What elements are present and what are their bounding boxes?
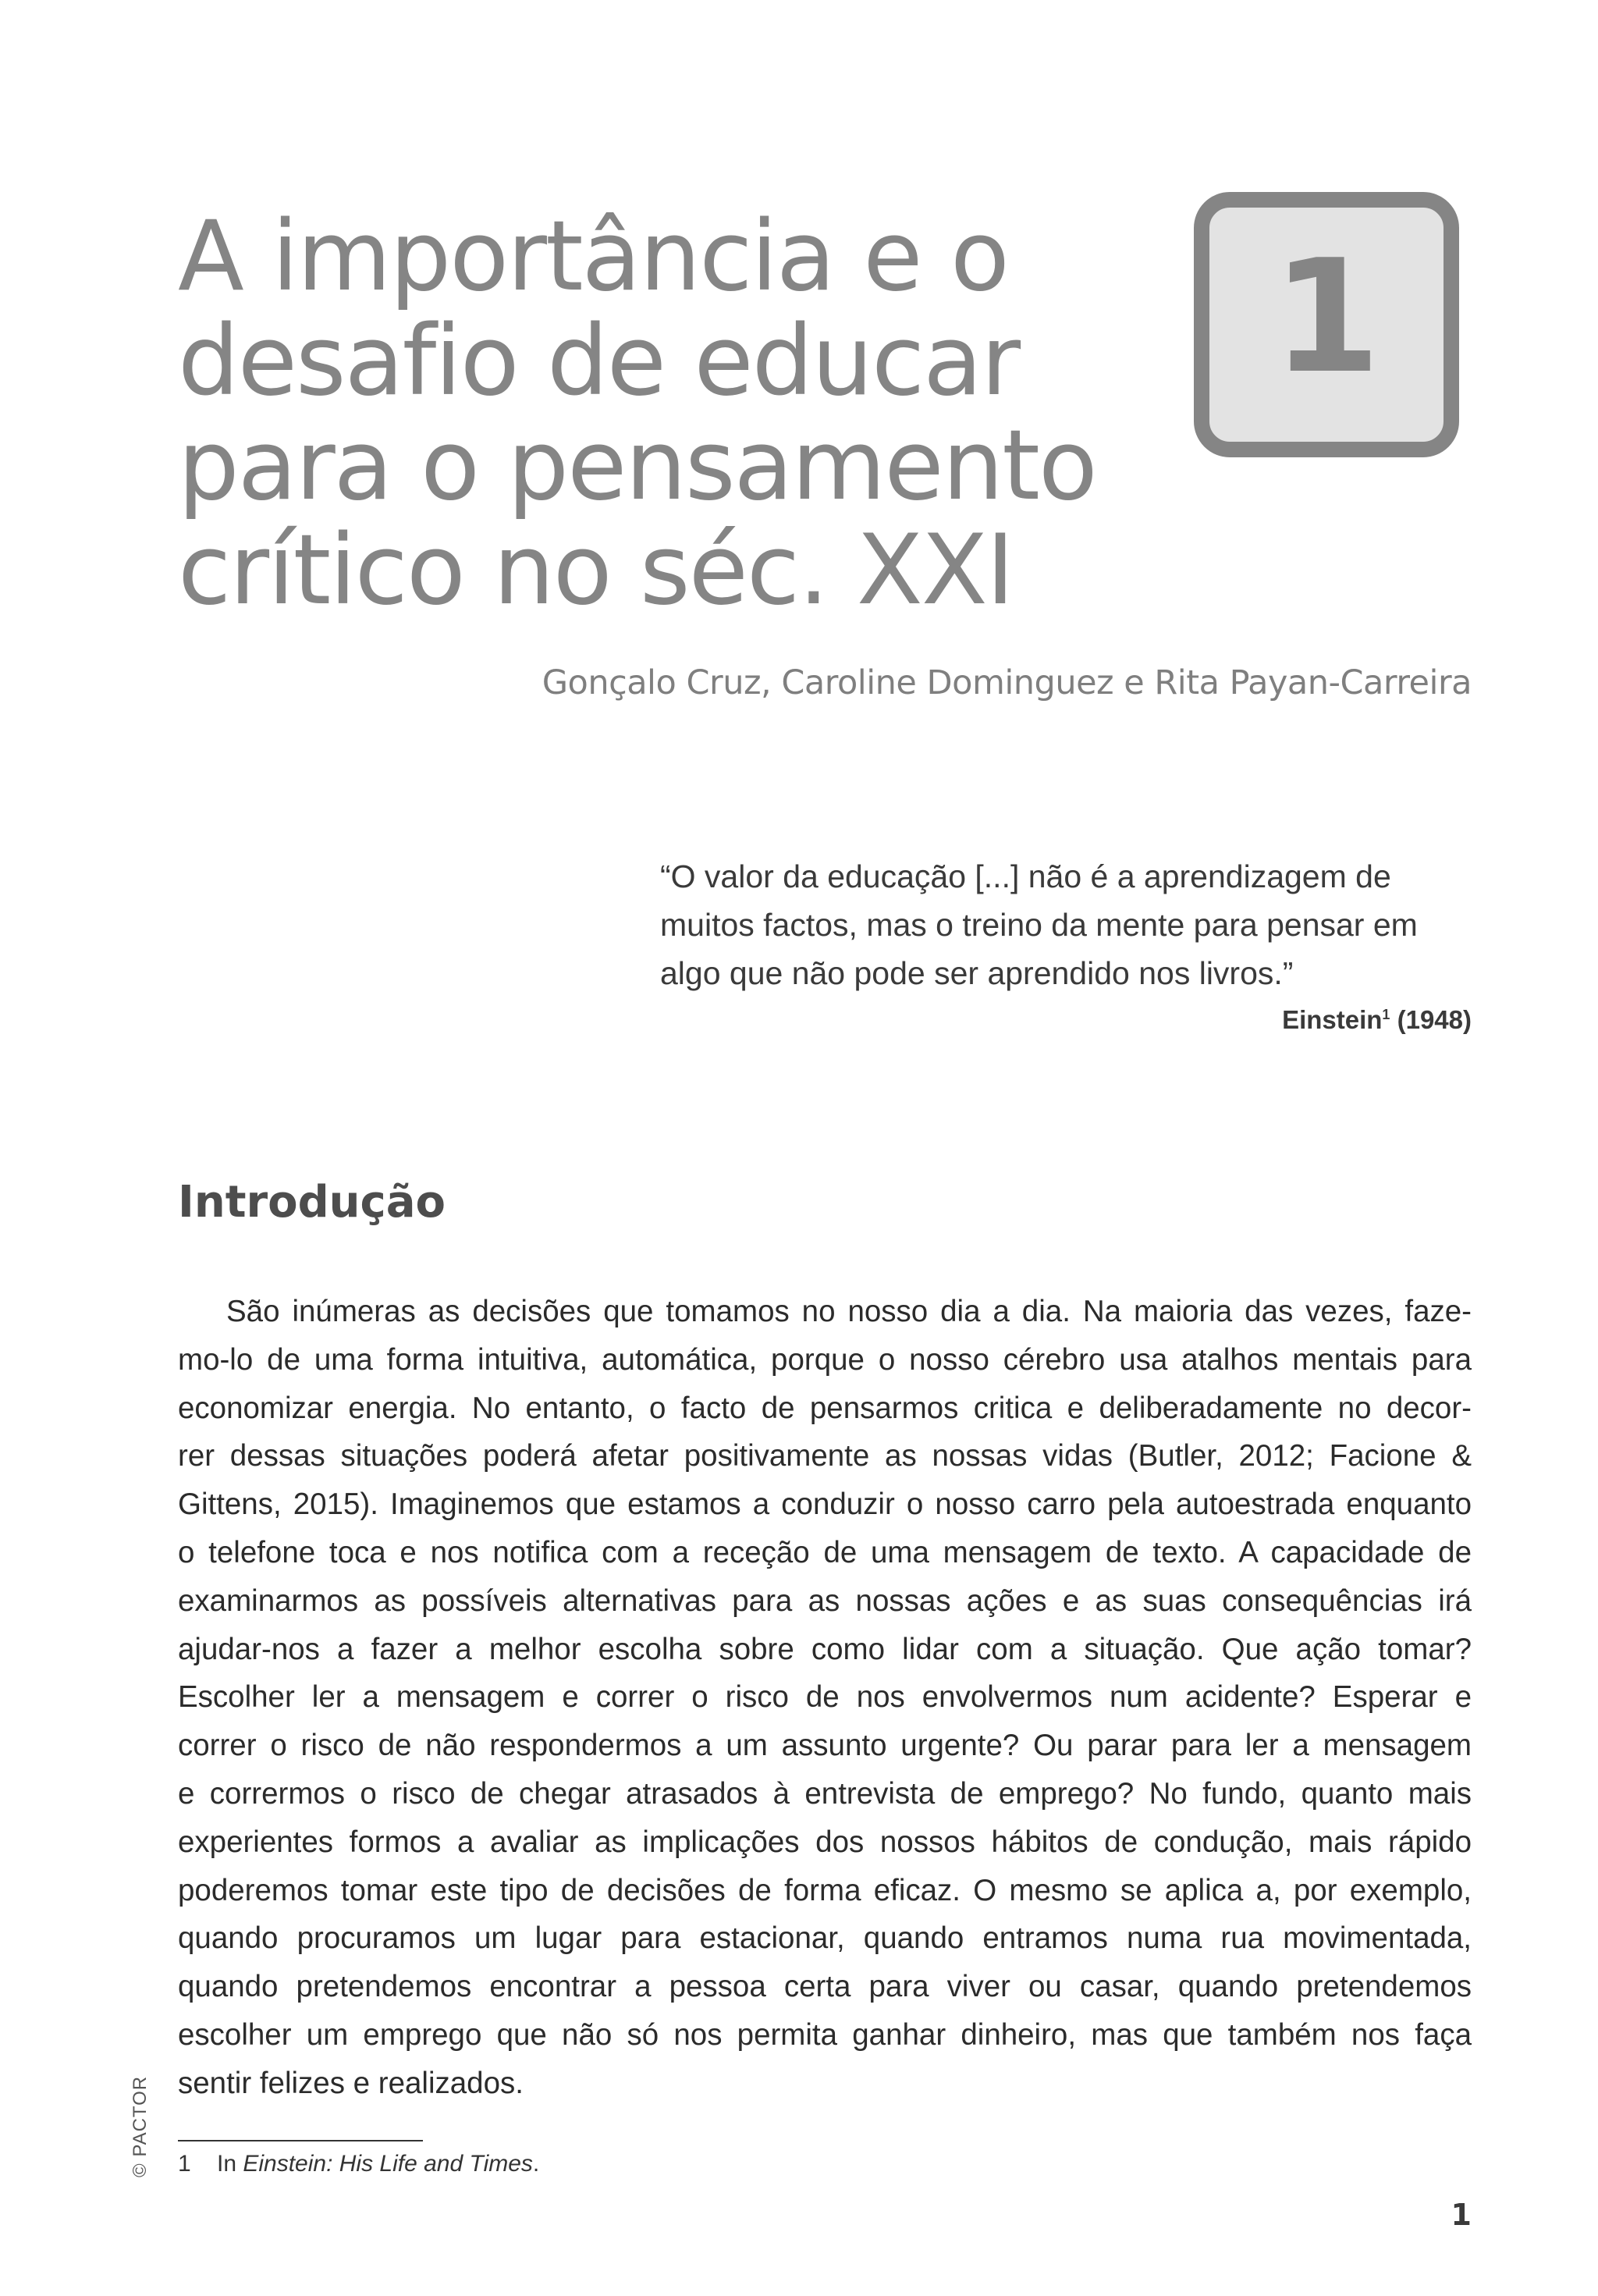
footnote-number: 1 (178, 2151, 191, 2177)
chapter-number: 1 (1272, 226, 1381, 408)
paragraph-line: São inúmeras as decisões que tomamos no nosso dia a dia. Na maioria das vezes, faze- (226, 1295, 1472, 1328)
footnote-prefix: In (217, 2151, 243, 2177)
paragraph-line: Gittens, 2015). Imaginemos que estamos a conduzir o nosso carro pela autoestrada enquanto (178, 1487, 1472, 1522)
chapter-title-line: A importância e o (178, 201, 1008, 313)
epigraph-line: algo que não pode ser aprendido nos livros.” (660, 955, 1294, 991)
paragraph-line: quando procuramos um lugar para estacionar, quando entramos numa rua movimentada, (178, 1921, 1472, 1956)
paragraph-line: correr o risco de não respondermos a um assunto urgente? Ou parar para ler a mensagem (178, 1729, 1472, 1763)
footnote-suffix: . (532, 2151, 540, 2177)
epigraph-author: Einstein (1282, 1005, 1383, 1034)
chapter-title-line: para o pensamento (178, 410, 1096, 522)
epigraph (660, 852, 1472, 1040)
epigraph-source (660, 1001, 1472, 1040)
chapter-title-line: desafio de educar (178, 305, 1020, 418)
paragraph-line: escolher um emprego que não só nos permita ganhar dinheiro, mas que também nos faça (178, 2017, 1472, 2052)
chapter-number-box (1194, 192, 1459, 457)
copyright-notice: © PACTOR (130, 2075, 151, 2177)
paragraph-line: Escolher ler a mensagem e correr o risco de nos envolvermos num acidente? Esperar e (178, 1680, 1472, 1715)
chapter-title (178, 201, 1192, 627)
epigraph-year: (1948) (1397, 1005, 1472, 1034)
page-number: 1 (1451, 2198, 1472, 2232)
paragraph-line: examinarmos as possíveis alternativas para as nossas ações e as suas consequências irá (178, 1583, 1472, 1618)
epigraph-line: muitos factos, mas o treino da mente para pensar em (660, 907, 1418, 943)
chapter-authors: Gonçalo Cruz, Caroline Dominguez e Rita Payan-Carreira (542, 663, 1472, 702)
paragraph-line: sentir felizes e realizados. (178, 2066, 524, 2100)
paragraph-line: o telefone toca e nos notifica com a receção de uma mensagem de texto. A capacidade de (178, 1535, 1472, 1569)
epigraph-line: “O valor da educação [...] não é a aprendizagem de (660, 858, 1391, 894)
paragraph-line: e corrermos o risco de chegar atrasados à entrevista de emprego? No fundo, quanto mais (178, 1776, 1472, 1811)
paragraph-line: economizar energia. No entanto, o facto de pensarmos critica e deliberadamente no decor- (178, 1391, 1472, 1425)
section-heading: Introdução (178, 1177, 446, 1228)
paragraph-line: rer dessas situações poderá afetar positivamente as nossas vidas (Butler, 2012; Facione & (178, 1439, 1472, 1473)
paragraph-line: quando pretendemos encontrar a pessoa certa para viver ou casar, quando pretendemos (178, 1970, 1472, 2004)
footnote-divider (178, 2140, 423, 2141)
body-paragraph (178, 1288, 1472, 2108)
paragraph-line: experientes formos a avaliar as implicações dos nossos hábitos de condução, mais rápido (178, 1825, 1472, 1859)
footnote-work-title: Einstein: His Life and Times (243, 2151, 533, 2177)
paragraph-line: poderemos tomar este tipo de decisões de forma eficaz. O mesmo se aplica a, por exemplo, (178, 1873, 1472, 1907)
footnote-reference: 1 (1382, 1007, 1390, 1022)
chapter-title-line: crítico no séc. XXI (178, 514, 1014, 627)
paragraph-line: ajudar-nos a fazer a melhor escolha sobre como lidar com a situação. Que ação tomar? (178, 1632, 1472, 1666)
paragraph-line: mo-lo de uma forma intuitiva, automática, porque o nosso cérebro usa atalhos mentais para (178, 1342, 1472, 1377)
footnote (178, 2151, 539, 2177)
